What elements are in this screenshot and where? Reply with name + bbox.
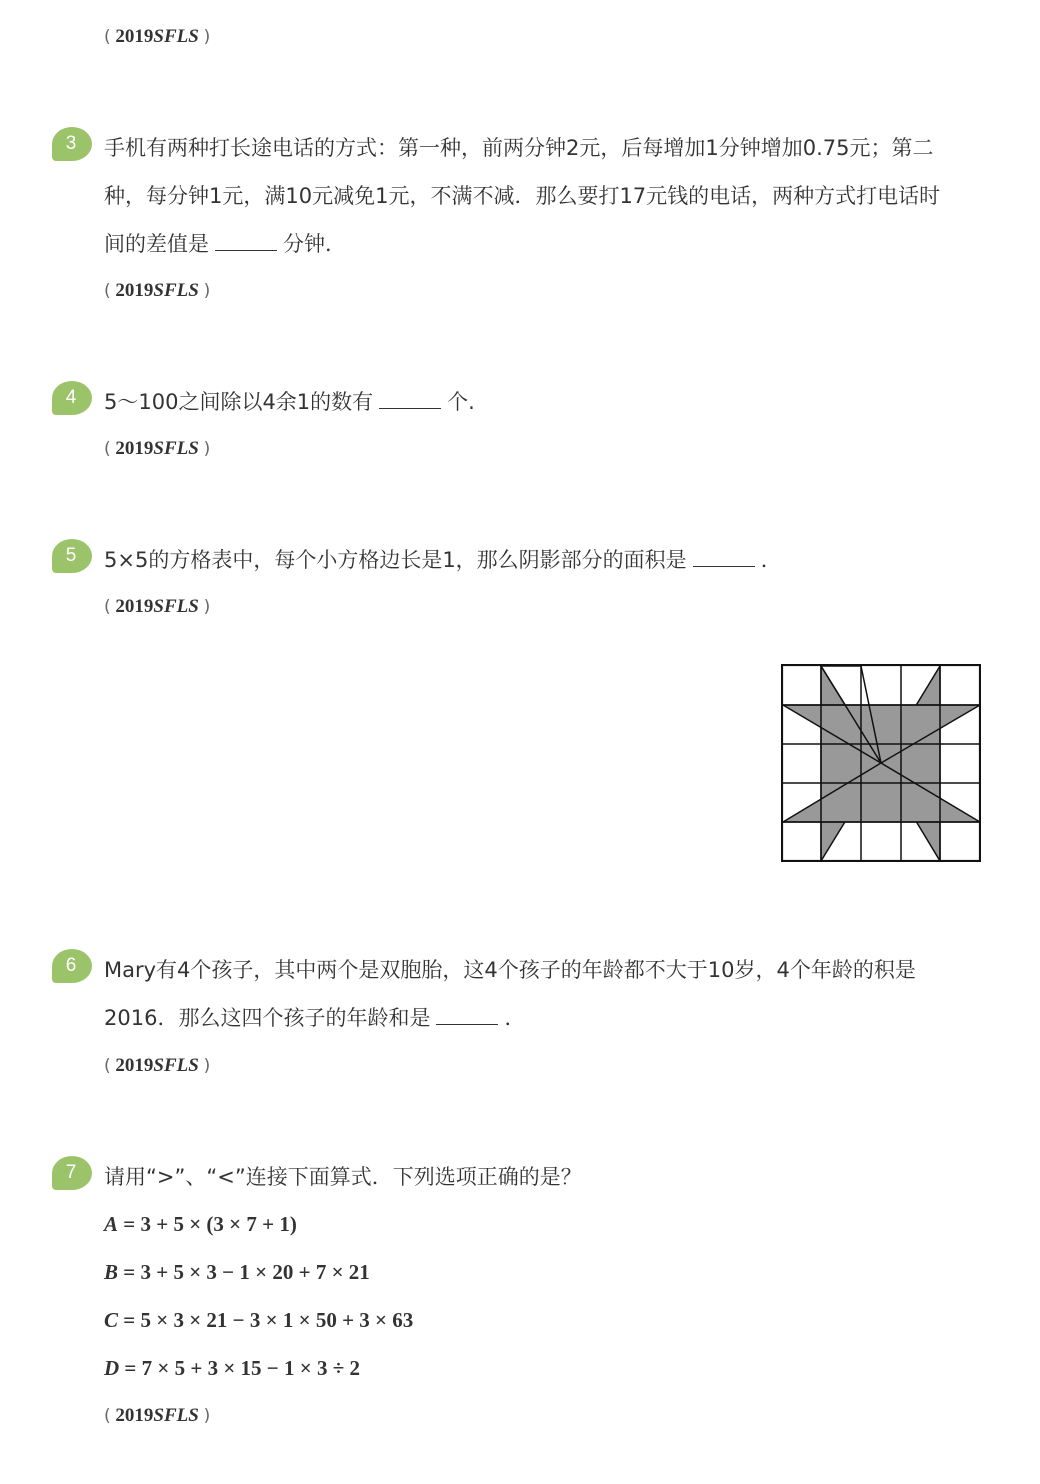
answer-blank: [693, 548, 755, 567]
question-3-line-1: 手机有两种打长途电话的方式：第一种，前两分钟2元，后每增加1分钟增加0.75元；第二: [104, 136, 934, 160]
expression-c: C = 5 × 3 × 21 − 3 × 1 × 50 + 3 × 63: [104, 1308, 414, 1332]
question-number-badge: 7: [52, 1156, 92, 1190]
question-3-line-2: 种，每分钟1元，满10元减免1元，不满不减．那么要打17元钱的电话，两种方式打电话时: [104, 184, 941, 208]
shaded-triangle: [881, 666, 940, 861]
shaded-triangle: [821, 666, 881, 861]
question-7-text: 请用“>”、“<”连接下面算式．下列选项正确的是？: [104, 1165, 582, 1189]
source-tag: ( 2019SFLS ): [104, 26, 211, 47]
source-year: 2019: [115, 26, 154, 47]
question-number-badge: 4: [52, 381, 92, 415]
question-6-line-1: Mary有4个孩子，其中两个是双胞胎，这4个孩子的年龄都不大于10岁，4个年龄的积是: [104, 958, 916, 982]
source-tag: ( 2019SFLS ): [104, 596, 211, 617]
source-tag: ( 2019SFLS ): [104, 280, 211, 301]
question-6-line-2: 2016．那么这四个孩子的年龄和是 ．: [104, 1006, 526, 1030]
answer-blank: [379, 390, 441, 409]
source-label: SFLS: [153, 26, 199, 47]
question-number-badge: 6: [52, 949, 92, 983]
question-number-badge: 5: [52, 539, 92, 573]
question-5-text: 5×5的方格表中，每个小方格边长是1，那么阴影部分的面积是 ．: [104, 548, 782, 572]
question-3-line-3: 间的差值是 分钟．: [104, 232, 346, 256]
answer-blank: [215, 232, 277, 251]
source-tag: ( 2019SFLS ): [104, 1405, 211, 1426]
source-tag: ( 2019SFLS ): [104, 1055, 211, 1076]
expression-a: A = 3 + 5 × (3 × 7 + 1): [104, 1212, 297, 1236]
question-3-text: [104, 124, 994, 268]
grid-figure: [781, 664, 981, 862]
question-6-text: [104, 946, 994, 1042]
expression-d: D = 7 × 5 + 3 × 15 − 1 × 3 ÷ 2: [104, 1356, 360, 1380]
source-tag: ( 2019SFLS ): [104, 438, 211, 459]
expression-b: B = 3 + 5 × 3 − 1 × 20 + 7 × 21: [104, 1260, 370, 1284]
shaded-triangle: [783, 705, 980, 763]
shaded-triangle: [783, 763, 980, 822]
question-4-text: 5～100之间除以4余1的数有 个.: [104, 390, 475, 414]
answer-blank: [436, 1006, 498, 1025]
question-number-badge: 3: [52, 127, 92, 161]
